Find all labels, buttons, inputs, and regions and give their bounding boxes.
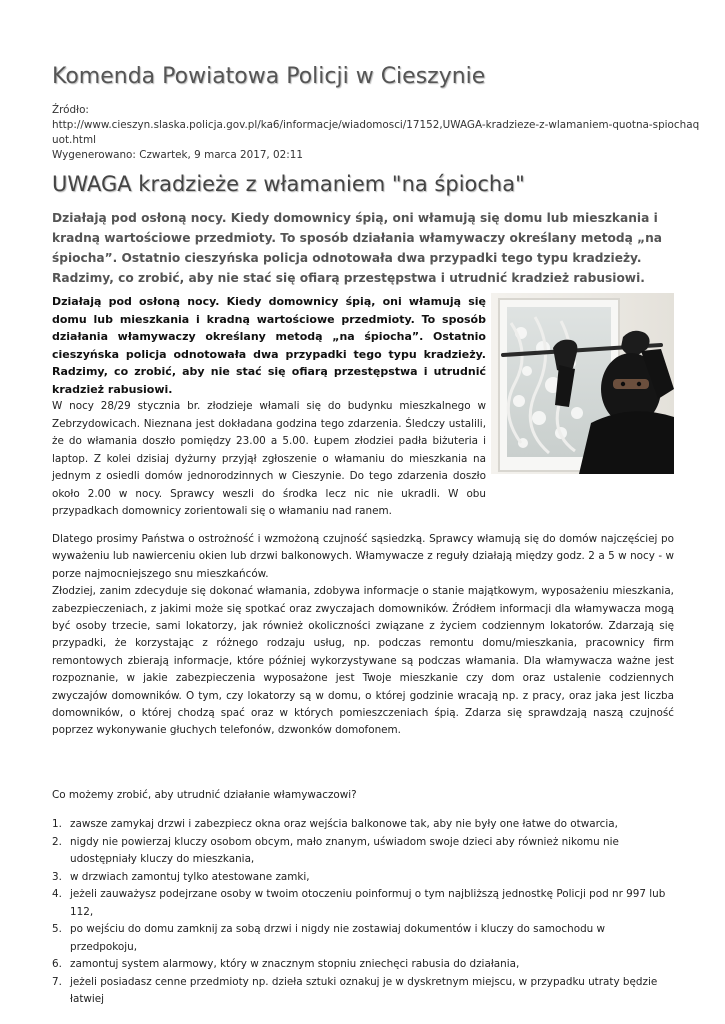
tips-list (52, 816, 674, 1009)
list-item (52, 816, 674, 834)
article-paragraph-3: Złodziej, zanim zdecyduje się dokonać włamania, zdobywa informacje o stanie majątkowym, wyposażeniu mieszkania, zabezpieczeniach, z jakimi może się spotkać oraz zwyczajach domowników. Źródłem informacji dla włamywacza mogą być osoby trzecie, sami lokatorzy, jak również okoliczności związane z życiem codziennym lokatorów. Zdarzają się przypadki, że korzystając z różnego rodzaju usług, np. podczas remontu domu/mieszkania, pracownicy firm remontowych zbierają informacje, które później wykorzystywane są podczas włamania. Dla włamywacza ważne jest rozpoznanie, w jakie zabezpieczenia wyposażone jest Twoje mieszkanie czy dom oraz ustalenie codziennych zwyczajów domowników. O tym, czy lokatorzy są w domu, o której godzinie wracają np. z pracy, oraz jaka jest liczba domowników, o której chodzą spać oraz w których pomieszczeniach śpią. Zdarza się sprawdzają naszą czujność poprzez wykonywanie głuchych telefonów, dzwonków domofonem. (52, 585, 674, 737)
list-item-number: 2. (52, 835, 62, 848)
article-title: UWAGA kradzieże z włamaniem "na śpiocha" (52, 172, 525, 196)
list-item-text: jeżeli posiadasz cenne przedmioty np. dzieła sztuki oznakuj je w dyskretnym miejscu, w przypadku utraty będzie łatwiej (70, 975, 658, 1005)
article-paragraph-2: Dlatego prosimy Państwa o ostrożność i wzmożoną czujność sąsiedzką. Sprawcy włamują się do domów najczęściej po wyważeniu lub nawierceniu okien lub drzwi balkonowych. Włamywacze z reguły działają między godz. 2 a 5 w nocy - w porze najmocniejszego snu mieszkańców. (52, 533, 674, 580)
source-meta (52, 103, 700, 163)
list-item (52, 834, 674, 869)
list-item (52, 956, 674, 974)
source-url-line-1[interactable]: http://www.cieszyn.slaska.policja.gov.pl/ka6/informacje/wiadomosci/17152,UWAGA-kradzieze-z-wlamaniem-quotna-spiochaq (52, 119, 700, 131)
list-item-number: 6. (52, 958, 62, 970)
list-item-number: 5. (52, 923, 62, 935)
article-intro: Działają pod osłoną nocy. Kiedy domownicy śpią, oni włamują się domu lub mieszkania i kradną wartościowe przedmioty. To sposób działania włamywaczy określany metodą „na śpiocha”. Ostatnio cieszyńska policja odnotowała dwa przypadki tego typu kradzieży. Radzimy, co zrobić, aby nie stać się ofiarą przestępstwa i utrudnić kradzież rabusiowi. (52, 295, 486, 396)
list-item-number: 7. (52, 975, 62, 988)
site-title: Komenda Powiatowa Policji w Cieszynie (52, 64, 486, 89)
list-item (52, 921, 674, 956)
list-item-number: 4. (52, 888, 62, 900)
burglar-photo (491, 293, 674, 474)
burglar-illustration (491, 293, 674, 474)
list-item-number: 1. (52, 818, 62, 830)
tips-question: Co możemy zrobić, aby utrudnić działanie włamywaczowi? (52, 789, 357, 801)
article-body (52, 531, 674, 740)
list-item-text: po wejściu do domu zamknij za sobą drzwi i nigdy nie zostawiaj dokumentów i kluczy do samochodu w przedpokoju, (70, 923, 606, 953)
list-item-text: jeżeli zauważysz podejrzane osoby w twoim otoczeniu poinformuj o tym najbliższą jednostkę Policji pod nr 997 lub 112, (70, 888, 666, 918)
article-lead: Działają pod osłoną nocy. Kiedy domownicy śpią, oni włamują się domu lub mieszkania i kradną wartościowe przedmioty. To sposób działania włamywaczy określany metodą „na śpiocha”. Ostatnio cieszyńska policja odnotowała dwa przypadki tego typu kradzieży. Radzimy, co zrobić, aby nie stać się ofiarą przestępstwa i utrudnić kradzież rabusiowi. (52, 211, 663, 285)
source-url-line-2[interactable]: uot.html (52, 134, 96, 146)
list-item (52, 974, 674, 1009)
list-item-text: zamontuj system alarmowy, który w znacznym stopniu zniechęci rabusia do działania, (70, 958, 520, 970)
list-item (52, 886, 674, 921)
article-paragraph-1: W nocy 28/29 stycznia br. złodzieje włamali się do budynku mieszkalnego w Zebrzydowicach. Nieznana jest dokładana godzina tego zdarzenia. Śledczy ustalili, że do włamania doszło pomiędzy 23.00 a 5.00. Łupem złodziei padła biżuteria i laptop. Z kolei dzisiaj dyżurny przyjął zgłoszenie o włamaniu do mieszkania na jednym z osiedli domów jednorodzinnych w Cieszynie. Do tego zdarzenia doszło około 2.00 w nocy. Sprawcy weszli do środka lecz nic nie ukradli. W obu przypadkach domownicy zorientowali się o włamaniu nad ranem. (52, 400, 486, 517)
list-item-number: 3. (52, 870, 62, 883)
generated-date: Wygenerowano: Czwartek, 9 marca 2017, 02:11 (52, 149, 303, 161)
source-label: Źródło: (52, 104, 89, 116)
list-item-text: w drzwiach zamontuj tylko atestowane zamki, (70, 870, 310, 883)
list-item (52, 869, 674, 887)
list-item-text: zawsze zamykaj drzwi i zabezpiecz okna oraz wejścia balkonowe tak, aby nie były one łatwe do otwarcia, (70, 818, 618, 830)
list-item-text: nigdy nie powierzaj kluczy osobom obcym, mało znanym, uświadom swoje dzieci aby również nikomu nie udostępniały kluczy do mieszkania, (70, 835, 619, 865)
